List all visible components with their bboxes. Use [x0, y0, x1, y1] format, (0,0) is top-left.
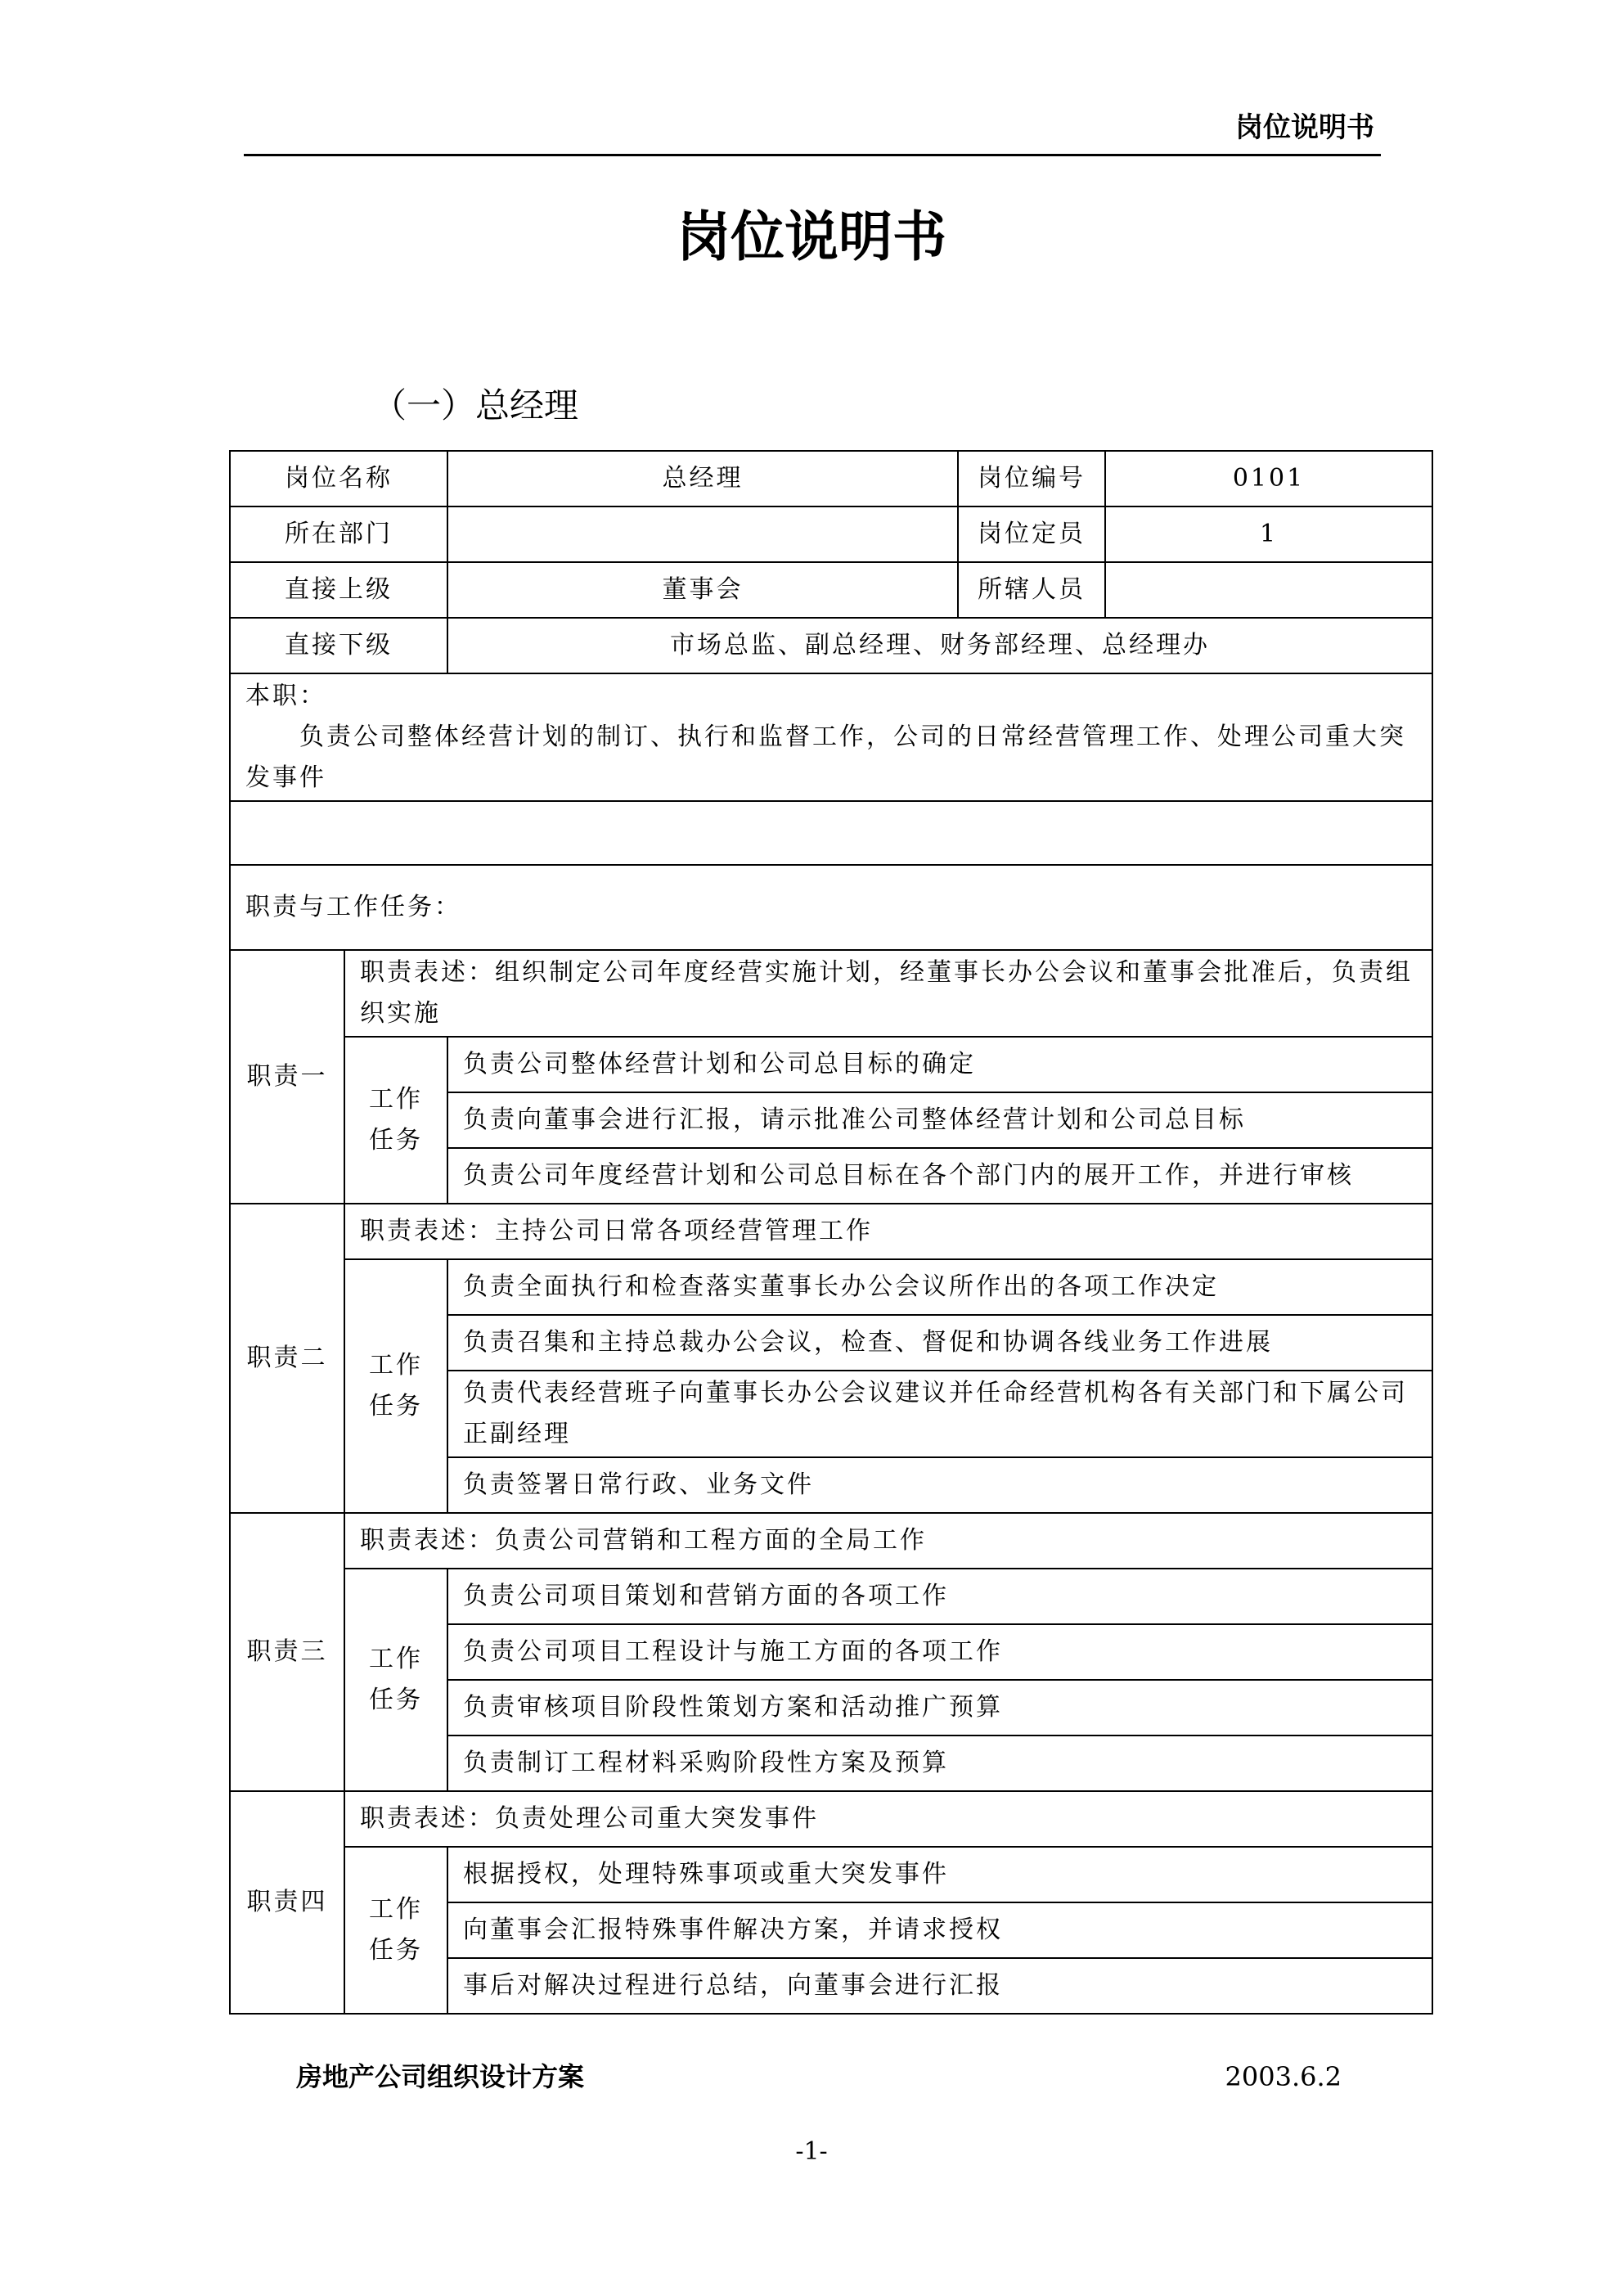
task-label: 工作任务 [344, 1569, 447, 1791]
duty-label: 职责一 [230, 950, 344, 1204]
empty-row [230, 801, 1432, 865]
superior-value: 董事会 [447, 562, 958, 618]
position-name-label: 岗位名称 [230, 451, 447, 506]
task-item: 负责公司项目策划和营销方面的各项工作 [447, 1569, 1432, 1624]
duties-header: 职责与工作任务： [230, 865, 1432, 950]
duty-label: 职责三 [230, 1513, 344, 1791]
role-summary-cell [230, 673, 1432, 801]
duty-statement: 职责表述：主持公司日常各项经营管理工作 [344, 1204, 1432, 1259]
task-item: 负责代表经营班子向董事长办公会议建议并任命经营机构各有关部门和下属公司正副经理 [447, 1371, 1432, 1457]
task-item: 事后对解决过程进行总结，向董事会进行汇报 [447, 1958, 1432, 2014]
subordinates-label: 直接下级 [230, 618, 447, 673]
duty-statement: 职责表述：组织制定公司年度经营实施计划，经董事长办公会议和董事会批准后，负责组织实施 [344, 950, 1432, 1037]
duty-statement: 职责表述：负责公司营销和工程方面的全局工作 [344, 1513, 1432, 1569]
job-description-table [229, 450, 1433, 2015]
document-title: 岗位说明书 [677, 205, 946, 268]
task-item: 负责公司年度经营计划和公司总目标在各个部门内的展开工作，并进行审核 [447, 1148, 1432, 1204]
task-item: 向董事会汇报特殊事件解决方案，并请求授权 [447, 1902, 1432, 1958]
duty-label: 职责四 [230, 1791, 344, 2014]
superior-label: 直接上级 [230, 562, 447, 618]
role-summary-text: 负责公司整体经营计划的制订、执行和监督工作，公司的日常经营管理工作、处理公司重大突发事件 [245, 723, 1406, 792]
position-code-label: 岗位编号 [958, 451, 1105, 506]
page-number: -1- [795, 2137, 828, 2166]
position-name-value: 总经理 [447, 451, 958, 506]
task-item: 负责公司整体经营计划和公司总目标的确定 [447, 1037, 1432, 1092]
role-summary-label: 本职： [245, 682, 326, 710]
task-item: 负责向董事会进行汇报，请示批准公司整体经营计划和公司总目标 [447, 1092, 1432, 1148]
section-heading: （一）总经理 [372, 385, 579, 425]
managed-staff-label: 所辖人员 [958, 562, 1105, 618]
duty-label: 职责二 [230, 1204, 344, 1513]
task-item: 负责签署日常行政、业务文件 [447, 1457, 1432, 1513]
footer-date: 2003.6.2 [1225, 2061, 1342, 2092]
task-label: 工作任务 [344, 1259, 447, 1513]
running-header-title: 岗位说明书 [1235, 111, 1374, 144]
task-item: 负责公司项目工程设计与施工方面的各项工作 [447, 1624, 1432, 1680]
footer-document-name: 房地产公司组织设计方案 [296, 2061, 585, 2092]
task-item: 负责审核项目阶段性策划方案和活动推广预算 [447, 1680, 1432, 1736]
subordinates-value: 市场总监、副总经理、财务部经理、总经理办 [447, 618, 1432, 673]
task-item: 负责全面执行和检查落实董事长办公会议所作出的各项工作决定 [447, 1259, 1432, 1315]
duty-statement: 职责表述：负责处理公司重大突发事件 [344, 1791, 1432, 1847]
department-value [447, 506, 958, 562]
header-divider [244, 154, 1381, 156]
headcount-value: 1 [1105, 506, 1432, 562]
position-code-value: 0101 [1105, 451, 1432, 506]
task-item: 负责召集和主持总裁办公会议，检查、督促和协调各线业务工作进展 [447, 1315, 1432, 1371]
task-label: 工作任务 [344, 1847, 447, 2014]
task-item: 负责制订工程材料采购阶段性方案及预算 [447, 1736, 1432, 1791]
department-label: 所在部门 [230, 506, 447, 562]
headcount-label: 岗位定员 [958, 506, 1105, 562]
managed-staff-value [1105, 562, 1432, 618]
task-item: 根据授权，处理特殊事项或重大突发事件 [447, 1847, 1432, 1902]
task-label: 工作任务 [344, 1037, 447, 1204]
